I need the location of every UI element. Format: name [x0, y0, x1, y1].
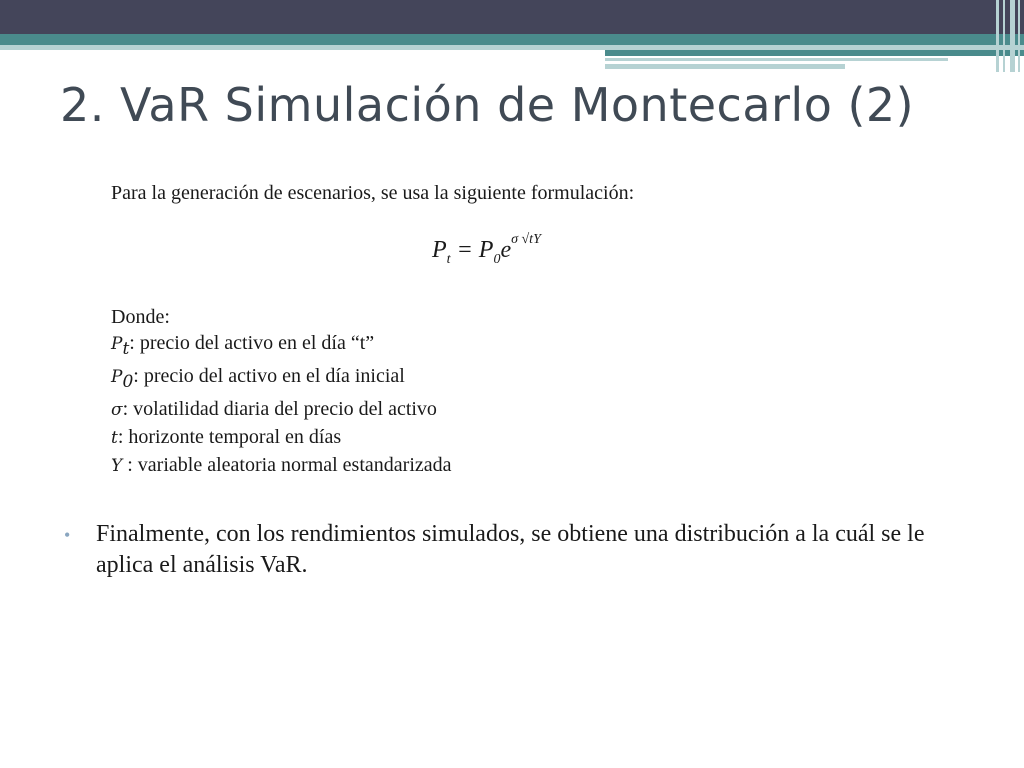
formula-equals: = — [450, 237, 479, 263]
bullet-marker: • — [64, 525, 71, 545]
header-teal-band — [0, 34, 1024, 45]
header-vertical-lines — [994, 0, 1024, 72]
definition-item — [111, 330, 452, 363]
slide-title: 2. VaR Simulación de Montecarlo (2) — [60, 78, 915, 132]
definition-text: : variable aleatoria normal estandarizada — [122, 454, 452, 476]
formula-lhs-sub: t — [446, 251, 451, 267]
donde-label: Donde: — [111, 306, 170, 328]
header-dark-band — [0, 0, 1024, 34]
definition-symbol: P — [111, 367, 123, 387]
definition-item — [111, 363, 452, 396]
header-stripe — [605, 58, 948, 61]
definition-symbol: Y — [111, 456, 123, 476]
definition-item — [111, 424, 452, 452]
definition-item — [111, 396, 452, 424]
definition-symbol: t — [111, 428, 118, 448]
header-stripe — [605, 50, 1024, 56]
definition-symbol-sub: t — [122, 339, 130, 359]
formula-rhs-sub: 0 — [493, 251, 501, 267]
definition-item — [111, 452, 452, 480]
definition-symbol: σ — [111, 400, 123, 420]
formula-exponent: σ √tY — [511, 232, 541, 247]
formula-lhs: P — [432, 237, 447, 263]
definition-symbol-sub: 0 — [122, 372, 134, 392]
formula-rhs: P — [478, 237, 494, 263]
formula-base: e — [500, 237, 512, 263]
definition-text: : volatilidad diaria del precio del activo — [122, 398, 437, 420]
definition-text: : precio del activo en el día “t” — [129, 332, 375, 354]
formula — [432, 232, 541, 268]
definitions-list — [111, 330, 452, 480]
intro-text: Para la generación de escenarios, se usa la siguiente formulación: — [111, 182, 635, 204]
definition-text: : horizonte temporal en días — [117, 426, 342, 448]
bullet-text: Finalmente, con los rendimientos simulados, se obtiene una distribución a la cuál se le aplica el análisis VaR. — [96, 521, 925, 578]
header-stripe — [605, 64, 845, 69]
definition-text: : precio del activo en el día inicial — [133, 365, 405, 387]
bullet-point — [64, 519, 964, 581]
definition-symbol: P — [111, 334, 123, 354]
